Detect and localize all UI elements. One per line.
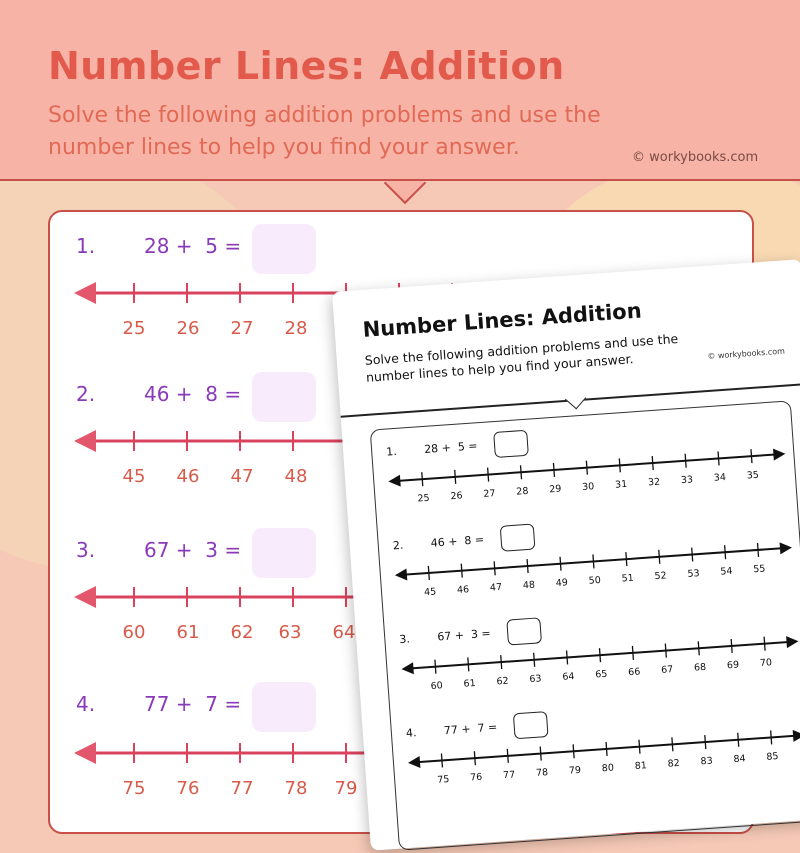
answer-box[interactable]: [252, 682, 316, 732]
preview-tick-mark: [593, 554, 594, 568]
preview-tick-label: 35: [746, 469, 760, 482]
preview-tick-label: 49: [555, 577, 569, 590]
preview-tick-label: 31: [614, 478, 628, 491]
preview-tick-label: 27: [483, 488, 496, 500]
tick-label: 77: [230, 778, 254, 799]
preview-tick-label: 33: [680, 474, 694, 487]
preview-tick-label: 50: [588, 574, 602, 587]
preview-answer-box[interactable]: [513, 711, 549, 739]
preview-tick-label: 85: [766, 750, 779, 763]
preview-tick-label: 70: [759, 657, 773, 670]
preview-tick-label: 63: [529, 673, 542, 686]
preview-tick-label: 61: [463, 677, 477, 690]
preview-problem-4: [391, 693, 800, 786]
answer-box[interactable]: [252, 372, 316, 422]
preview-tick-mark: [725, 545, 726, 559]
preview-tick-mark: [573, 744, 574, 758]
problem-number: 2.: [76, 382, 96, 406]
preview-tick-label: 68: [693, 661, 707, 674]
preview-tick-mark: [507, 749, 508, 763]
preview-problem-expression: 28 + 5 =: [423, 439, 478, 456]
preview-tick-label: 79: [568, 764, 582, 777]
preview-tick-mark: [659, 550, 660, 564]
preview-tick-mark: [718, 451, 719, 465]
preview-tick-mark: [685, 454, 686, 468]
preview-tick-label: 69: [726, 659, 740, 672]
preview-credit: © workybooks.com: [707, 346, 786, 361]
preview-tick-mark: [652, 456, 653, 470]
tick-label: 46: [176, 466, 200, 487]
preview-tick-label: 48: [522, 579, 536, 592]
preview-tick-label: 54: [720, 565, 733, 578]
preview-tick-label: 55: [752, 563, 766, 576]
preview-tick-mark: [468, 657, 469, 671]
preview-tick-mark: [738, 733, 739, 747]
tick-label: 62: [230, 622, 254, 643]
page-title: Number Lines: Addition: [48, 44, 565, 88]
tick-label: 27: [230, 318, 254, 339]
preview-tick-label: 78: [535, 767, 549, 779]
preview-problem-number: 4.: [405, 726, 417, 740]
preview-tick-label: 45: [423, 586, 437, 599]
preview-tick-label: 32: [647, 476, 661, 489]
preview-problem-3: [385, 599, 800, 693]
tick-label: 48: [284, 466, 308, 487]
preview-title: Number Lines: Addition: [361, 298, 643, 342]
preview-problem-number: 3.: [398, 632, 411, 647]
preview-tick-mark: [626, 552, 627, 566]
preview-tick-mark: [606, 742, 607, 756]
preview-tick-mark: [586, 461, 587, 475]
preview-subtitle: Solve the following addition problems and use the number lines to help you find your answer.: [364, 330, 679, 385]
preview-tick-mark: [527, 559, 528, 573]
preview-tick-mark: [441, 753, 442, 767]
preview-tick-mark: [639, 740, 640, 754]
preview-tick-mark: [698, 641, 699, 655]
preview-problem-number: 2.: [392, 538, 404, 553]
preview-tick-mark: [474, 751, 475, 765]
tick-label: 78: [284, 778, 308, 799]
problem-number: 1.: [76, 234, 96, 258]
preview-tick-mark: [771, 730, 772, 744]
preview-answer-box[interactable]: [493, 430, 529, 458]
preview-problem-expression: 67 + 3 =: [436, 626, 492, 644]
preview-tick-label: 53: [687, 568, 700, 580]
preview-tick-label: 29: [548, 483, 562, 496]
preview-tick-mark: [455, 470, 456, 484]
preview-tick-label: 25: [417, 492, 431, 505]
preview-tick-label: 83: [700, 755, 714, 768]
preview-tick-mark: [632, 646, 633, 660]
preview-tick-label: 28: [515, 485, 529, 498]
worksheet-preview: [332, 259, 800, 850]
preview-tick-label: 67: [660, 664, 674, 676]
preview-tick-label: 66: [627, 666, 641, 679]
preview-tick-mark: [501, 655, 502, 669]
tick-label: 45: [122, 466, 146, 487]
problem-expression: 46 + 8 =: [144, 382, 242, 406]
preview-tick-label: 60: [430, 680, 444, 693]
preview-tick-label: 52: [654, 570, 668, 583]
preview-tick-label: 30: [581, 481, 595, 494]
preview-tick-mark: [764, 637, 765, 651]
preview-tick-mark: [540, 747, 541, 761]
answer-box[interactable]: [252, 224, 316, 274]
answer-box[interactable]: [252, 528, 316, 578]
preview-tick-mark: [461, 564, 462, 578]
preview-tick-label: 75: [436, 774, 450, 786]
preview-problem-2: [378, 505, 797, 599]
preview-tick-mark: [758, 543, 759, 557]
preview-tick-label: 82: [667, 757, 681, 770]
page-subtitle: Solve the following addition problems and use the number lines to help you find your answer.: [48, 103, 601, 160]
tick-label: 26: [176, 318, 200, 339]
preview-tick-label: 47: [489, 581, 503, 594]
preview-notch: [565, 388, 586, 409]
preview-tick-label: 34: [713, 471, 727, 484]
tick-label: 47: [230, 466, 254, 487]
preview-tick-label: 64: [562, 671, 575, 683]
preview-tick-mark: [560, 557, 561, 571]
problem-expression: 77 + 7 =: [144, 692, 242, 716]
preview-tick-mark: [488, 468, 489, 482]
preview-tick-label: 77: [502, 769, 516, 782]
preview-tick-label: 65: [594, 668, 608, 681]
preview-tick-label: 62: [496, 675, 510, 688]
preview-tick-mark: [599, 648, 600, 662]
preview-tick-mark: [705, 735, 706, 749]
preview-tick-mark: [428, 566, 429, 580]
preview-tick-label: 84: [733, 753, 746, 766]
preview-problem-1: [371, 411, 790, 505]
tick-label: 25: [122, 318, 146, 339]
preview-tick-mark: [731, 639, 732, 653]
preview-tick-mark: [672, 737, 673, 751]
preview-problem-expression: 46 + 8 =: [430, 533, 485, 550]
preview-tick-label: 76: [469, 771, 483, 784]
preview-tick-mark: [534, 653, 535, 667]
header-divider: [0, 179, 800, 181]
tick-label: 79: [334, 778, 358, 799]
credit-text: © workybooks.com: [632, 150, 759, 165]
preview-tick-mark: [435, 660, 436, 674]
preview-tick-mark: [692, 548, 693, 562]
preview-tick-label: 80: [601, 762, 615, 775]
preview-tick-mark: [665, 644, 666, 658]
preview-tick-mark: [494, 561, 495, 575]
preview-tick-mark: [422, 472, 423, 486]
tick-label: 64: [332, 622, 356, 643]
preview-tick-label: 26: [450, 490, 463, 503]
problem-expression: 67 + 3 =: [144, 538, 242, 562]
preview-tick-label: 51: [621, 572, 635, 585]
tick-label: 60: [122, 622, 146, 643]
preview-tick-mark: [553, 463, 554, 477]
preview-tick-label: 81: [634, 760, 648, 773]
preview-problems-panel: [370, 400, 800, 850]
preview-problem-expression: 77 + 7 =: [443, 720, 498, 738]
preview-answer-box[interactable]: [506, 617, 542, 645]
tick-label: 76: [176, 778, 200, 799]
tick-label: 63: [278, 622, 302, 643]
preview-problem-number: 1.: [385, 444, 398, 459]
preview-answer-box[interactable]: [500, 523, 536, 551]
preview-tick-label: 46: [456, 584, 470, 596]
preview-tick-mark: [619, 458, 620, 472]
preview-tick-mark: [751, 449, 752, 463]
problem-number: 3.: [76, 538, 96, 562]
tick-label: 61: [176, 622, 200, 643]
problem-number: 4.: [76, 692, 96, 716]
preview-tick-mark: [567, 651, 568, 665]
preview-tick-mark: [521, 465, 522, 479]
tick-label: 28: [284, 318, 308, 339]
problem-expression: 28 + 5 =: [144, 234, 242, 258]
tick-label: 75: [122, 778, 146, 799]
